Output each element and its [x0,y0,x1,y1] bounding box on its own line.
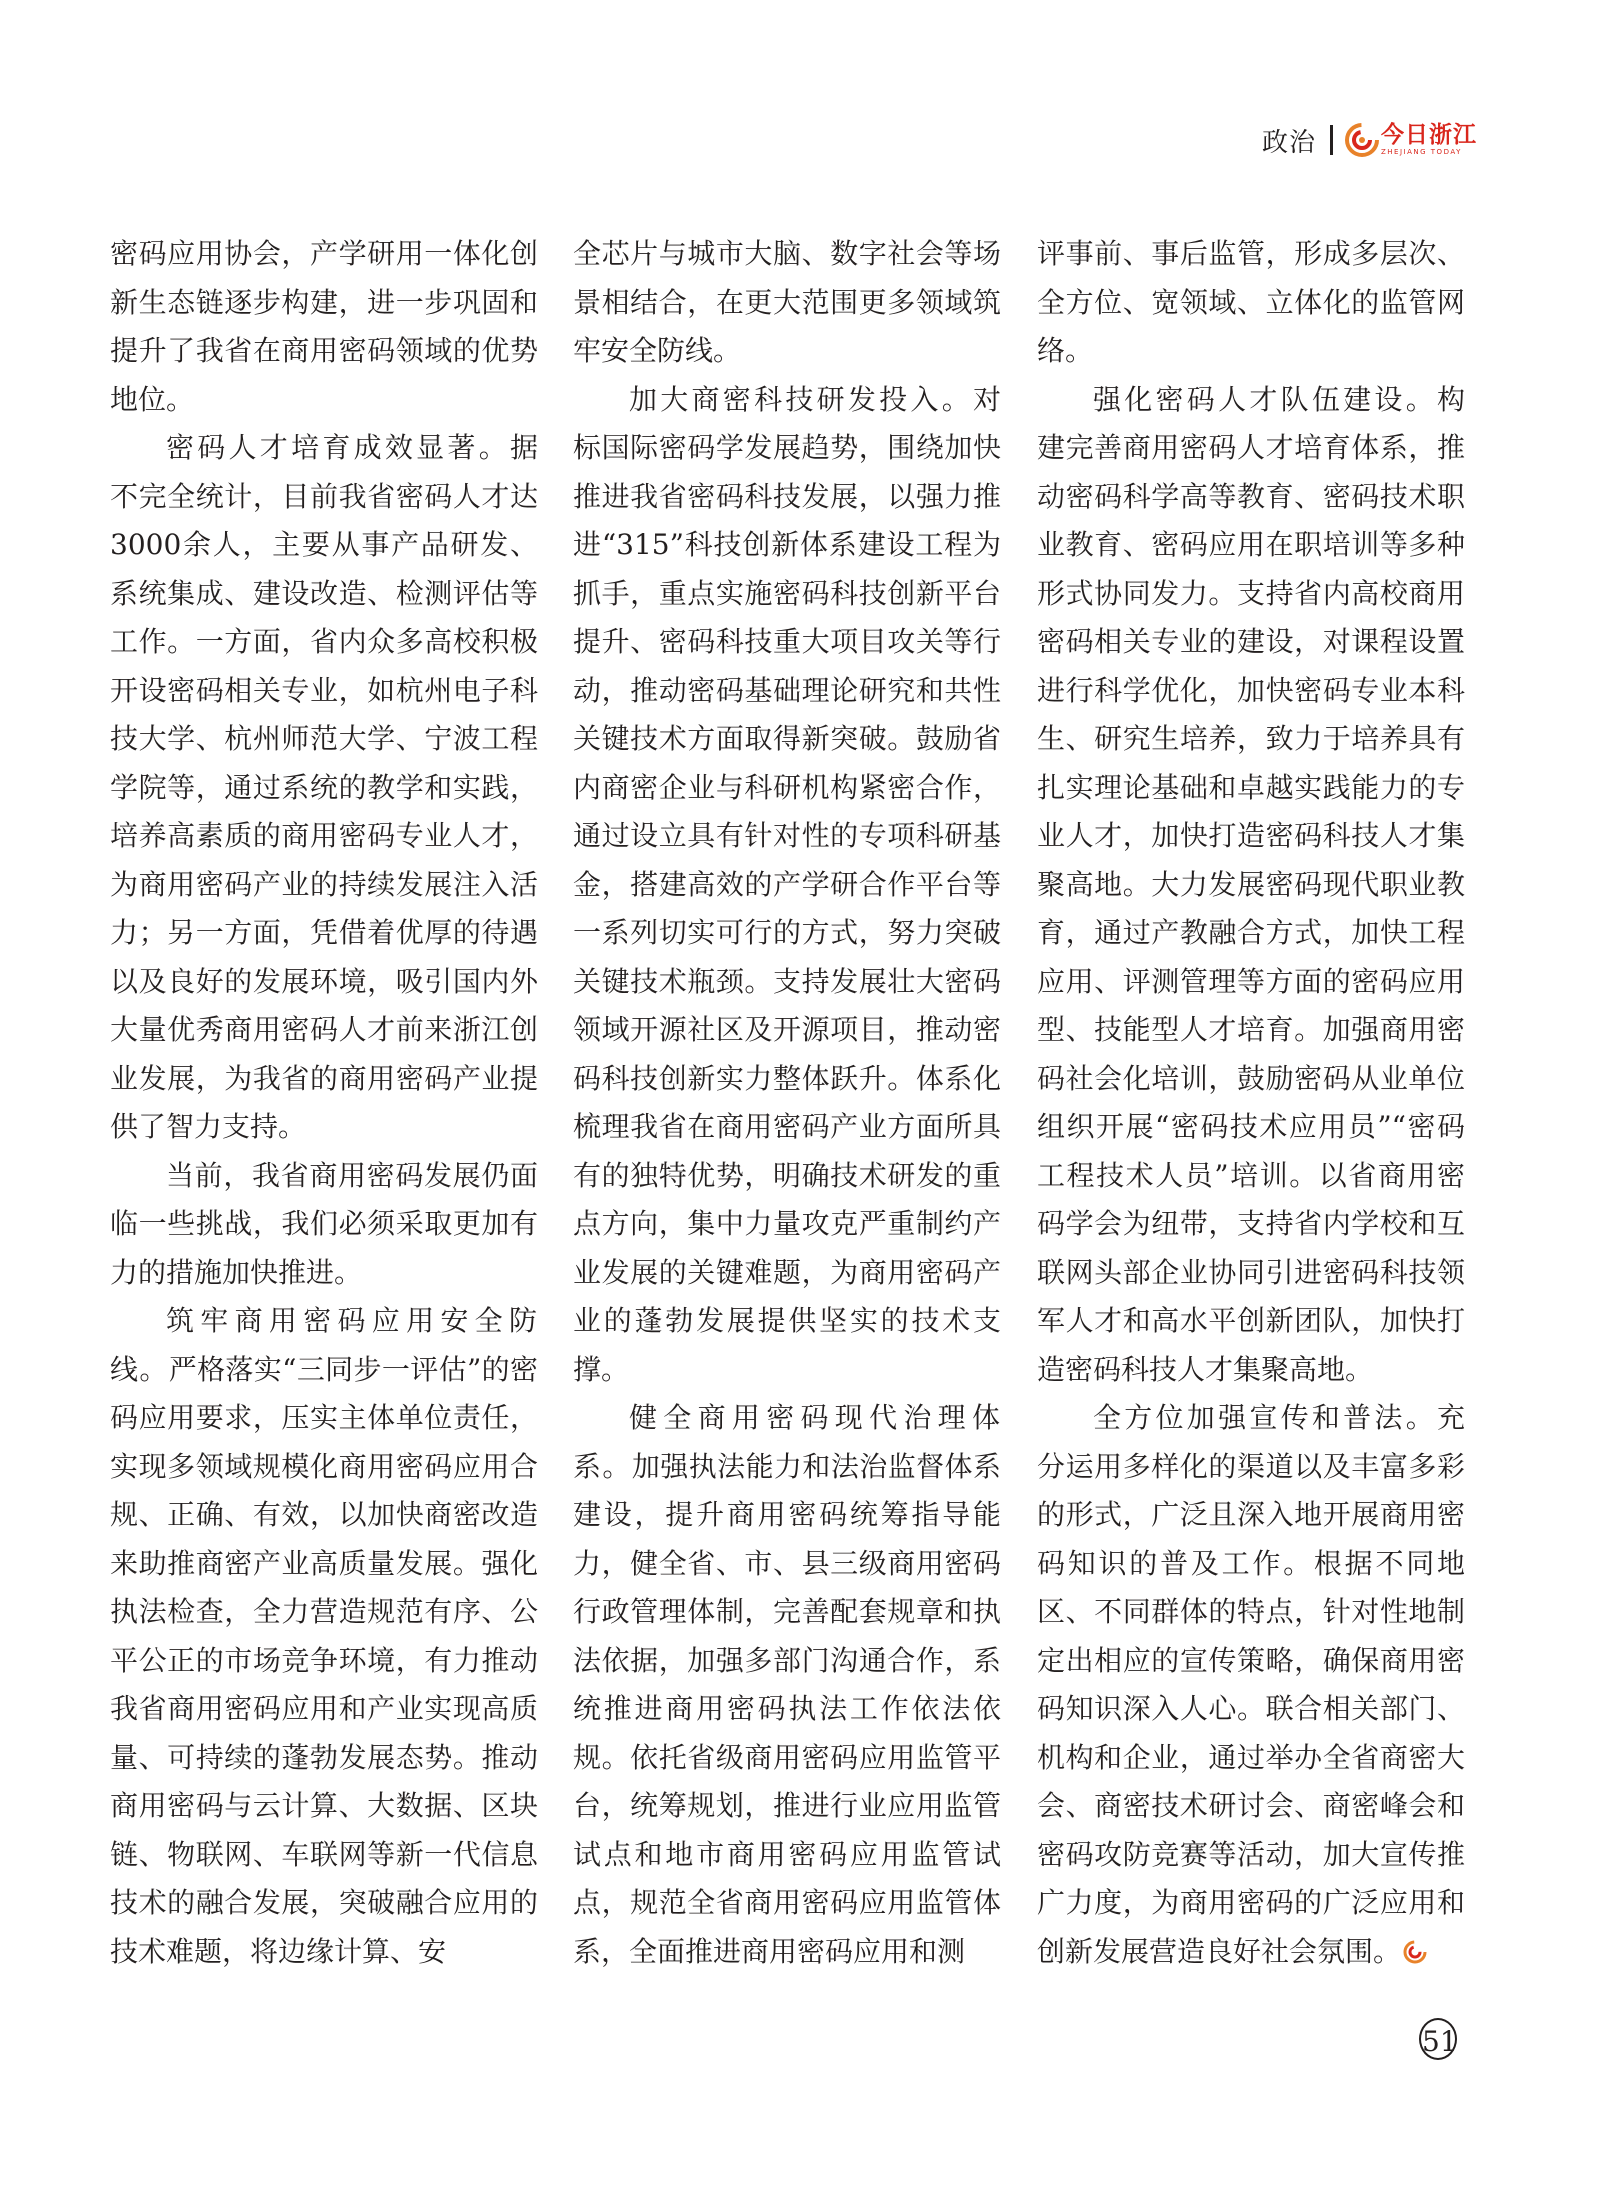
paragraph-body: 严格落实“三同步一评估”的密码应用要求，压实主体单位责任，实现多领域规模化商用密码应用合规、正确、有效，以加快商密改造来助推商密产业高质量发展。强化执法检查，全力营造规范有序、公平公正的市场竞争环境，有力推动我省商用密码应用和产业实现高质量、可持续的蓬勃发展态势。推动商用密码与云计算、大数据、区块链、物联网、车联网等新一代信息技术的融合发展，突破融合应用的技术难题，将边缘计算、安 [110,1352,538,1968]
paragraph-lead: 强化密码人才队伍建设。 [1093,382,1437,416]
article-end-icon [1403,1940,1427,1964]
paragraph-lead: 加大商密科技研发投入。 [629,382,973,416]
logo-subtitle: ZHEJIANG TODAY [1381,148,1462,156]
text-column-3 [1037,230,1465,1976]
paragraph [573,1394,1001,1976]
paragraph [110,1297,538,1976]
paragraph: 当前，我省商用密码发展仍面临一些挑战，我们必须采取更加有力的措施加快推进。 [110,1158,538,1289]
paragraph-lead: 筑牢商用密码应用安全防线。 [110,1304,538,1386]
section-name: 政治 [1261,127,1316,158]
paragraph-lead: 全方位加强宣传和普法。 [1093,1401,1437,1434]
header-divider [1330,125,1333,155]
paragraph-body: 加强执法能力和法治监督体系建设，提升商用密码统筹指导能力，健全省、市、县三级商用密码行政管理体制，完善配套规章和执法依据，加强多部门沟通合作，系统推进商用密码执法工作依法依规。依托省级商用密码应用监管平台，统筹规划，推进行业应用监管试点和地市商用密码应用监管试点，规范全省商用密码应用监管体系，全面推进商用密码应用和测 [573,1449,1001,1968]
magazine-logo [1345,123,1477,157]
paragraph: 评事前、事后监管，形成多层次、全方位、宽领域、立体化的监管网络。 [1037,237,1465,367]
paragraph [110,424,538,1152]
paragraph: 全芯片与城市大脑、数字社会等场景相结合，在更大范围更多领域筑牢安全防线。 [573,237,1001,367]
text-column-2 [573,230,1001,1976]
page-header [1262,118,1477,162]
paragraph [573,376,1001,1395]
paragraph-body: 充分运用多样化的渠道以及丰富多彩的形式，广泛且深入地开展商用密码知识的普及工作。根据不同地区、不同群体的特点，针对性地制定出相应的宣传策略，确保商用密码知识深入人心。联合相关部门、机构和企业，通过举办全省商密大会、商密技术研讨会、商密峰会和密码攻防竞赛等活动，加大宣传推广力度，为商用密码的广泛应用和创新发展营造良好社会氛围。 [1037,1401,1465,1968]
paragraph-body: 对标国际密码学发展趋势，围绕加快推进我省密码科技发展，以强力推进“315”科技创新体系建设工程为抓手，重点实施密码科技创新平台提升、密码科技重大项目攻关等行动，推动密码基础理论研究和共性关键技术方面取得新突破。鼓励省内商密企业与科研机构紧密合作，通过设立具有针对性的专项科研基金，搭建高效的产学研合作平台等一系列切实可行的方式，努力突破关键技术瓶颈。支持发展壮大密码领域开源社区及开源项目，推动密码科技创新实力整体跃升。体系化梳理我省在商用密码产业方面所具有的独特优势，明确技术研发的重点方向，集中力量攻克严重制约产业发展的关键难题，为商用密码产业的蓬勃发展提供坚实的技术支撑。 [573,382,1001,1386]
paragraph-body: 构建完善商用密码人才培育体系，推动密码科学高等教育、密码技术职业教育、密码应用在职培训等多种形式协同发力。支持省内高校商用密码相关专业的建设，对课程设置进行科学优化，加快密码专业本科生、研究生培养，致力于培养具有扎实理论基础和卓越实践能力的专业人才，加快打造密码科技人才集聚高地。大力发展密码现代职业教育，通过产教融合方式，加快工程应用、评测管理等方面的密码应用型、技能型人才培育。加强商用密码社会化培训，鼓励密码从业单位组织开展“密码技术应用员”“密码工程技术人员”培训。以省商用密码学会为纽带，支持省内学校和互联网头部企业协同引进密码科技领军人才和高水平创新团队，加快打造密码科技人才集聚高地。 [1037,382,1465,1386]
paragraph-lead: 密码人才培育成效显著。 [166,431,510,464]
paragraph: 密码应用协会，产学研用一体化创新生态链逐步构建，进一步巩固和提升了我省在商用密码领域的优势地位。 [110,237,538,416]
logo-title: 今日浙江 [1381,122,1477,148]
paragraph-body: 据不完全统计，目前我省密码人才达3000余人，主要从事产品研发、系统集成、建设改造、检测评估等工作。一方面，省内众多高校积极开设密码相关专业，如杭州电子科技大学、杭州师范大学、宁波工程学院等，通过系统的教学和实践，培养高素质的商用密码专业人才，为商用密码产业的持续发展注入活力；另一方面，凭借着优厚的待遇以及良好的发展环境，吸引国内外大量优秀商用密码人才前来浙江创业发展，为我省的商用密码产业提供了智力支持。 [110,431,538,1143]
paragraph [1037,376,1465,1395]
paragraph-lead: 健全商用密码现代治理体系。 [573,1401,1001,1483]
text-column-1 [110,230,538,1976]
page-number: 51 [1422,2025,1458,2058]
logo-swirl-icon [1345,123,1379,157]
paragraph [1037,1394,1465,1976]
